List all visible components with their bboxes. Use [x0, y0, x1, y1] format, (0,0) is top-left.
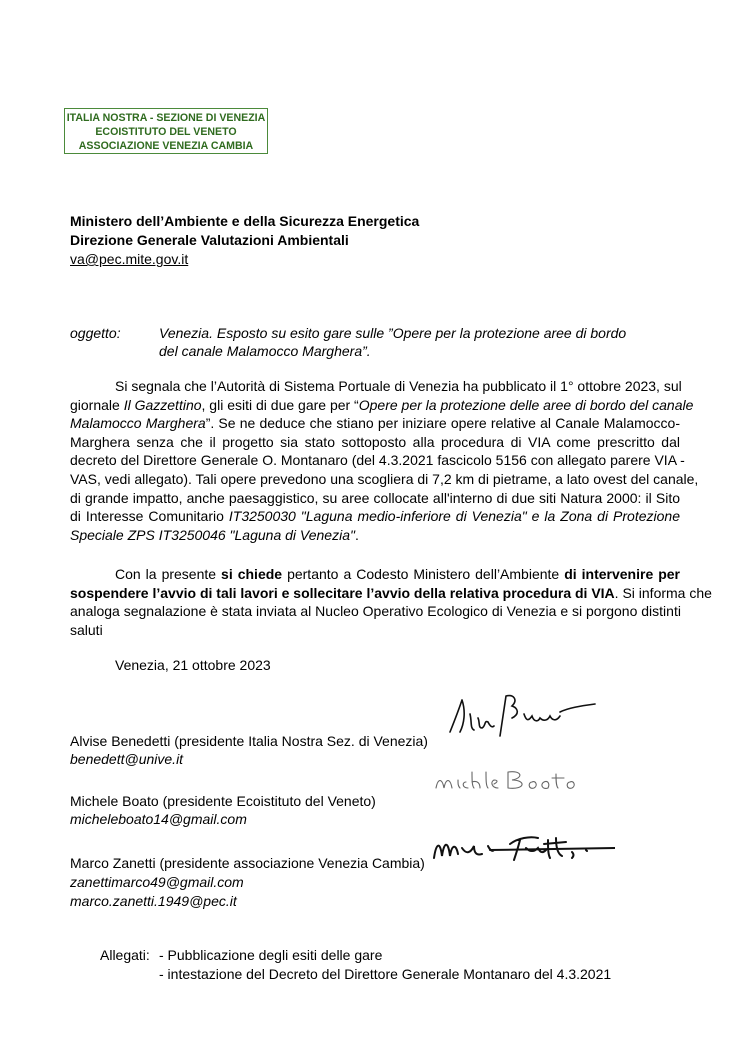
- signatory-2-name: Michele Boato (presidente Ecoistituto del Veneto): [70, 793, 376, 809]
- place-date: Venezia, 21 ottobre 2023: [115, 657, 271, 673]
- subject-line-2: del canale Malamocco Marghera”.: [159, 343, 371, 359]
- body2-line: analoga segnalazione è stata inviata al Nucleo Operativo Ecologico di Venezia e si porgono distinti: [70, 603, 681, 620]
- signatory-2-email[interactable]: micheleboato14@gmail.com: [70, 811, 247, 827]
- subject-line-1: Venezia. Esposto su esito gare sulle ”Opere per la protezione aree di bordo: [159, 325, 627, 341]
- signatory-3-email[interactable]: zanettimarco49@gmail.com: [70, 874, 244, 890]
- recipient-ministry: Ministero dell’Ambiente e della Sicurezza Energetica: [70, 213, 420, 229]
- body1-line: di Interesse Comunitario IT3250030 "Laguna medio-inferiore di Venezia" e la Zona di Protezione: [70, 508, 680, 525]
- recipient-directorate: Direzione Generale Valutazioni Ambientali: [70, 232, 349, 248]
- organizations-header-box: [64, 108, 268, 154]
- signatory-1-name: Alvise Benedetti (presidente Italia Nostra Sez. di Venezia): [70, 733, 428, 749]
- org-line-italia-nostra: ITALIA NOSTRA - SEZIONE DI VENEZIA: [66, 112, 266, 124]
- signatory-1-email[interactable]: benedett@unive.it: [70, 751, 184, 767]
- body-paragraph-1: [70, 377, 699, 544]
- body-paragraph-2: [70, 565, 712, 639]
- org-line-ecoistituto: ECOISTITUTO DEL VENETO: [95, 126, 237, 138]
- body1-line: Marghera senza che il progetto sia stato sottoposto alla procedura di VIA come prescritto dal: [70, 433, 680, 450]
- signature-benedetti: [440, 692, 605, 740]
- body1-line: giornale Il Gazzettino, gli esiti di due gare per “Opere per la protezione delle aree di bordo del canale: [70, 396, 694, 413]
- attachment-item-1: - Pubblicazione degli esiti delle gare: [159, 947, 383, 963]
- signatory-3-name: Marco Zanetti (presidente associazione Venezia Cambia): [70, 855, 425, 871]
- signature-boato: [432, 766, 592, 796]
- body1-line: decreto del Direttore Generale O. Montanaro (del 4.3.2021 fascicolo 5156 con allegato parere VIA -: [70, 452, 685, 469]
- body2-line: saluti: [70, 621, 103, 638]
- attachments-label: Allegati:: [100, 947, 150, 963]
- org-line-venezia-cambia: ASSOCIAZIONE VENEZIA CAMBIA: [78, 140, 254, 152]
- body2-line: Con la presente si chiede pertanto a Codesto Ministero dell’Ambiente di intervenire per: [115, 566, 681, 582]
- body1-line: Speciale ZPS IT3250046 "Laguna di Venezia".: [70, 526, 359, 543]
- recipient-email-link[interactable]: va@pec.mite.gov.it: [70, 251, 189, 267]
- signatory-3-email-pec[interactable]: marco.zanetti.1949@pec.it: [70, 893, 237, 909]
- body2-line: sospendere l’avvio di tali lavori e sollecitare l’avvio della relativa procedura di VIA. Si informa che: [70, 584, 712, 601]
- attachment-item-2: - intestazione del Decreto del Direttore Generale Montanaro del 4.3.2021: [159, 966, 612, 982]
- body1-line: VAS, vedi allegato). Tali opere prevedono una scogliera di 7,2 km di pietrame, a lato ovest del canale,: [70, 470, 699, 487]
- body1-line: Malamocco Marghera”. Se ne deduce che stiano per iniziare opere relative al Canale Malamocco-: [70, 415, 681, 432]
- signature-zanetti: [430, 830, 615, 870]
- body1-line: Si segnala che l’Autorità di Sistema Portuale di Venezia ha pubblicato il 1° ottobre 2023, sul: [115, 378, 682, 394]
- body1-line: di grande impatto, anche paesaggistico, su aree collocate all'interno di due siti Natura 2000: il Sito: [70, 489, 680, 506]
- subject-label: oggetto:: [70, 325, 121, 341]
